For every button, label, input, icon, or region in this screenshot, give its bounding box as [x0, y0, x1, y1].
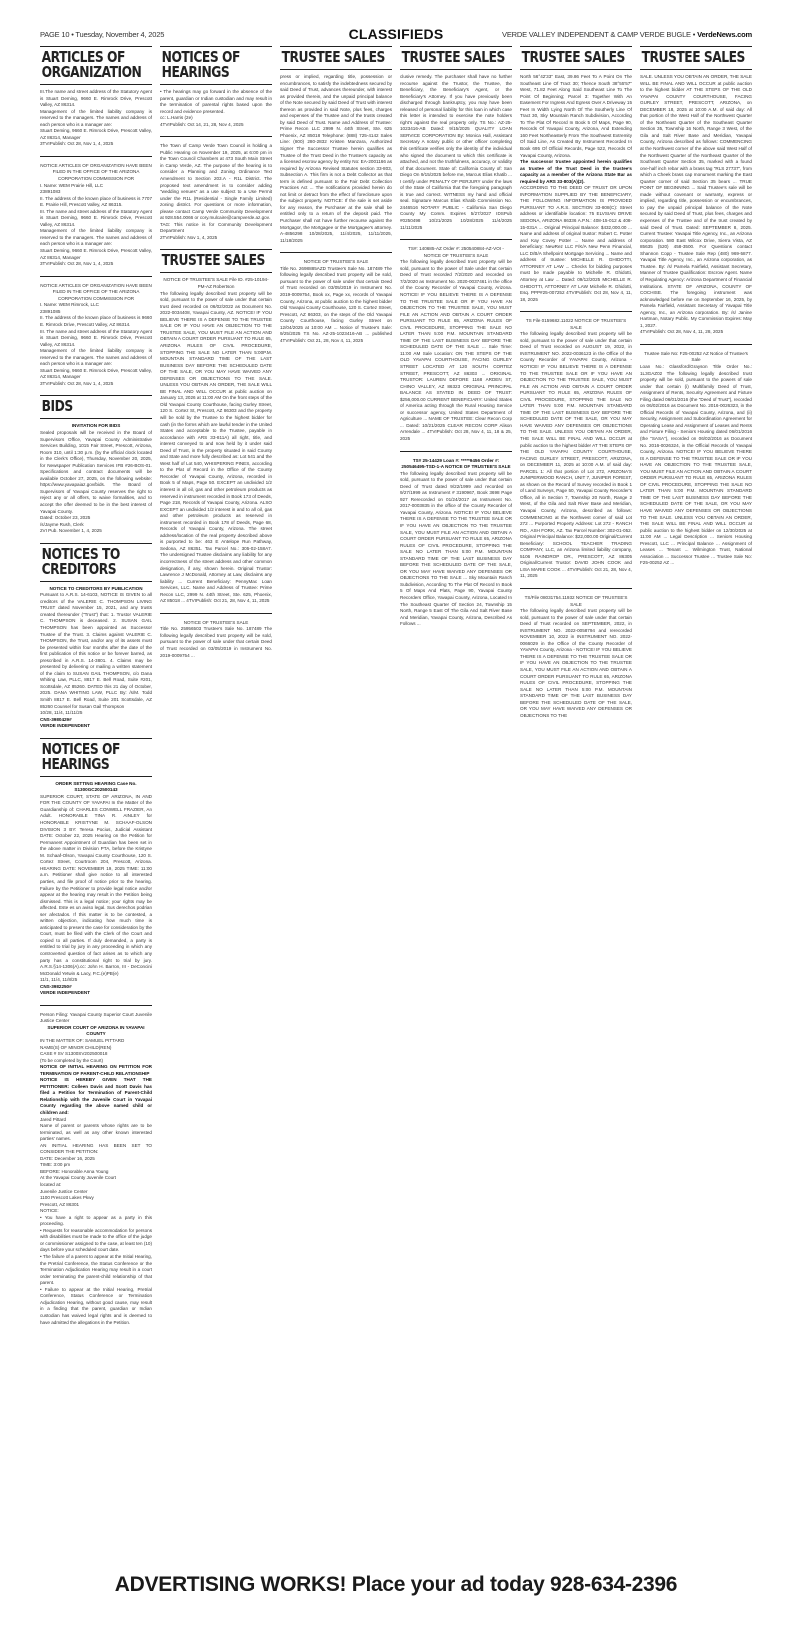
notice-trustee-continued [640, 74, 752, 336]
notice-title: TS/File 08031754.11932 NOTICE OF TRUSTEE'S SALE [524, 595, 628, 607]
notice-text: The following legally described trust property will be sold, pursuant to the power of sale under that certain Deed of Trust dated 9/22/1999 and recorded on 9/27/1999 as Instrument # 3190967, Book 3698 Page 927 Rerecorded on 01/24/2017 as Instrument No. 2017-0003835 in the office of the County Recorder of Yavapai County, Arizona. NOTICE! IF YOU BELIEVE THERE IS A DEFENSE TO THE TRUSTEE SALE OR IF YOU HAVE AN OBJECTION TO THE TRUSTEE SALE, YOU MUST FILE AN ACTION AND OBTAIN A COURT ORDER PURSUANT TO RULE 65, ARIZONA RULES OF CIVIL PROCEDURE, STOPPING THE SALE NO LATER THAN 5:00 P.M. MOUNTAIN STANDARD TIME OF THE LAST BUSINESS DAY BEFORE THE SCHEDULED DATE OF THE SALE, OR YOU MAY HAVE WAIVED ANY DEFENSES OR OBJECTIONS TO THE SALE ... Sky Mountain Ranch Subdivision, According To The Plat Of Record In Book 5 Of Maps And Plats, Page 90, Yavapai County Recorders Office, Yavapai County, Arizona, Located In The Southeast Quarter Of Section 24, Township 15 North, Range 5 East Of The Gila And Salt River Base And Meridian, Yavapai County, Arizona, Described As Follows ... [400, 470, 512, 627]
notice-trustee-sale [640, 351, 752, 567]
notice-trustee-sale [160, 620, 272, 659]
notice-text: SALE. UNLESS YOU OBTAIN AN ORDER, THE SALE WILL BE FINAL AND WILL OCCUR at public auction to the highest bidder AT THE STEPS OF THE OLD YAVAPAI COUNTY COURTHOUSE, FACING GURLEY STREET, PRESCOTT, ARIZONA, on DECEMBER 18, 2025 at 10:00 A.M. of said day: All that portion of the West Half of the Northwest Quarter of the Northeast Quarter of the Southeast Quarter Section 35, Township 16 North, Range 3 West, of the Gila and Salt River Base and Meridian, Yavapai County, Arizona described as follows: COMMENCING at the Northwest corner of the above said West Half of the Northwest Quarter of the Northeast Quarter of the Southeast Quarter Section 35, marked with a found one-half inch rebar with a brass tag "RLS 27737", from which a Cheek brass cap monument marking the East Quarter corner of said Section 35 bears ... TRUE POINT OF BEGINNING ... Said Trustee's sale will be made without covenant or warranty, express or implied, regarding title, possession or encumbrances, to pay the unpaid principal balance of the Note secured by said Deed of Trust, plus fees, charges and expenses of the Trustee and of the trust created by said Deed of Trust. Dated: SEPTEMBER 8, 2025. Current Trustee: Yavapai Title Agency, Inc., an Arizona corporation. 580 East Wilcox Drive, Sierra Vista, AZ 85635 (520) 458-3500. For Questions contact Shannon Copp - Trustee Sale Rep (480) 969-5877. Yavapai Title Agency, Inc., an Arizona corporation, as Trustee. By: /s/ Pamela Fairfield, Assistant Secretary, Manner of Trustee Qualification: Escrow Agent. Name of Regulating Agency: Arizona Department of Financial Institutions. STATE OF ARIZONA, COUNTY OF COCHISE. The foregoing instrument was acknowledged before me on September 16, 2025, by Pamela Fairfield, Assistant Secretary of Yavapai Title Agency, Inc., an Arizona corporation. By: /s/ Janine Hartman, Notary Public. My Commission Expires: May 1, 2027. [640, 74, 752, 328]
notice-title: NOTICE ARTICLES OF ORGANIZATION HAVE BEEN FILED IN THE OFFICE OF THE ARIZONA CORPORATION COMMISSION FOR [40, 282, 152, 301]
divider [520, 311, 632, 312]
divider [40, 156, 152, 157]
divider [160, 136, 272, 137]
notice-title: TS#: 140685-AZ Order #: 250540884-AZ-VOI - NOTICE OF TRUSTEE'S SALE [408, 246, 504, 258]
notice-articles-1 [40, 89, 152, 148]
notice-text: • The failure of a parent to appear at the Initial Hearing, the Pretrial Conference, the Status Conference or the Termination Adjudication Hearing may result in a court order terminating the parent-child relationship of that parent. [40, 1254, 152, 1286]
notice-hearing-termination [40, 1012, 152, 1326]
notice-text: Title No. 2698885AZD Trustee's Sale No. 187489 The following legally described trust property will be sold, pursuant to the power of sale under that certain Deed of Trust recorded on 03/05/2019 in Instrument No. 2019-0009754, Book xx, Page xx, records of Yavapai County, Arizona, at public auction to the highest bidder Old Yavapai County Courthouse, 120 S. Cortez Street, Prescott, AZ 86303, on the steps of the Old Yavapai County Courthouse, facing Gurley Street on 12/04/2025 at 10:00 AM ... Notice of Trustee's Sale: 9/25/2025 TS No. AZ-25-1023416-AB ... published 4TVIPublish: Oct 21, 28, Nov 4, 11, 2025 [280, 265, 392, 343]
notice-text: North 56°42'33" East, 39.86 Feet To A Point On The Southeast Line Of Tract 30; Thence South 38°55'57" West, 71.82 Feet Along Said Southeast Line To The Point Of Beginning; Parcel 3: Together With An Easement For Ingress And Egress Over A Driveway 15 Feet In Width Lying North Of The Southerly Line Of Tract 30, Sky Mountain Ranch Subdivision, According To The Plat Of Record In Book 5 Of Maps, Page 90, Records Of Yavapai County, Arizona, And Extending 160 Feet Northeasterly From The Southwest Extremity Of Said Line, As Created By Instrument Recorded In Book 695 Of Official Records, Page 522, Records Of Yavapai County, Arizona. [520, 74, 632, 158]
notice-trustee-sale [400, 246, 512, 442]
divider [520, 588, 632, 589]
notice-text: The following legally described trust property will be sold, pursuant to the power of Sale under that certain Deed of Trust recorded 7/2/2020 and recorded on 7/2/2020 as Instrument No. 2020-0037461 in the office of the County Recorder of Yavapai County, Arizona. NOTICE! IF YOU BELIEVE THERE IS A DEFENSE TO THE TRUSTEE SALE OR IF YOU HAVE AN OBJECTION TO THE TRUSTEE SALE, YOU MUST FILE AN ACTION AND OBTAIN A COURT ORDER PURSUANT TO RULE 65, ARIZONA RULES OF CIVIL PROCEDURE, STOPPING THE SALE NO LATER THAN 5:00 P.M. MOUNTAIN STANDARD TIME OF THE LAST BUSINESS DAY BEFORE THE SCHEDULED DATE OF THE SALE ... Sale Time: 11:00 AM Sale Location: ON THE STEPS OF THE OLD YAVAPAI COURTHOUSE, FACING GURLEY STREET LOCATED AT 120 SOUTH CORTEZ STREET, PRESCOTT, AZ 86303 ... ORIGINAL TRUSTOR: LAUREN DEFORE 1168 ARDEN ST, CHINO VALLEY, AZ 86323 ORIGINAL PRINCIPAL BALANCE AS STATED IN DEED OF TRUST: $256,000.00 CURRENT BENEFICIARY: United States of America acting through the Rural Housing Service or successor agency, United States Department of Agriculture ... NAME OF TRUSTEE: Clear Recon Corp ... Dated: 10/21/2025 CLEAR RECON CORP Alison Arrendale ... 4TVIPublish: Oct 28, Nov 4, 11, 18 & 25, 2025 [400, 259, 512, 441]
notice-text: press or implied, regarding title, possession or encumbrances, to satisfy the indebtedness secured by said Deed of Trust, advances thereunder, with interest as provided therein, and the unpaid principal balance of the Note secured by said Deed of Trust with interest thereon as provided in said Note, plus fees, charges and expenses of the Trustee and of the trusts created by said Deed of Trust. Name and Address of Trustee: Prime Recon LLC 2999 N. 44th Street, Ste. 625 Phoenix, AZ 85018 Telephone: (888) 725-4142 Sales Line: (800) 280-2832 Kristen Manzara, Authorized Signer The Successor Trustee herein qualifies as Trustee of the Trust Deed in the Trustee's capacity as a licensed escrow agency by entity No: EA-2001166 as required by Arizona Revised Statutes section 33-803, Subsection A. This firm is not a Debt Collector as that term is defined pursuant to the Fair Debt Collection Practices Act ... The notifications provided herein do not limit or detract from the effect of foreclosure upon the subject property. NOTICE: If the sale is set aside for any reason, the Purchaser at the sale shall be entitled only to a return of the deposit paid. The Purchaser shall not have further recourse against the Mortgagor, the Mortgagee or the Mortgagee's attorney. A-4856298 10/28/2025, 11/4/2025, 11/11/2025, 11/18/2025 [280, 74, 392, 243]
publish-dates: 2TVIPublish: Nov 1, 4, 2025 [160, 234, 218, 240]
notice-trustee-sale [280, 259, 392, 344]
notice-bids [40, 423, 152, 534]
notice-text: • You have a right to appear as a party in this proceeding. [40, 1214, 152, 1227]
notice-text: At the Yavapai County Juvenile Court [40, 1175, 116, 1181]
notice-text: Name of parent or parents whose rights are to be terminated, as well as any other known interested parties' names. [40, 1123, 152, 1142]
notice-text: CASE # SV S1300SV202500018 [40, 1051, 108, 1057]
advertising-banner: ADVERTISING WORKS! Place your ad today 928-634-2396 [114, 1573, 678, 1596]
notice-text: II. The address of the known place of business is 9660 E. Rimrock Drive, Prescott Valley, AZ 86314. [40, 315, 152, 327]
publication-name: VERDE INDEPENDENT [40, 723, 91, 729]
notice-text: SUPERIOR COURT, STATE OF ARIZONA, IN AND FOR THE COUNTY OF YAVAPAI In the Matter of the Guardianship of: CHARLES CONWELL FRAZIER, An Adult. HONORABLE TINA R. AINLEY for HONORABLE KRISTYNE M. SCHAAF-OLSON DIVISION 3 BY: Teresa Pocius, Judicial Assistant DATE: October 22, 2025 Hearing on the Petition for Permanent Appointment of Guardian has been set in the above matter in Division PTA, before the Kristyne M. Schaaf-Olson, Yavapai County Courthouse, 120 S. Cortez Street, Courtroom 204, Prescott, Arizona. HEARING DATE: NOVEMBER 19, 2025 TIME: 11:00 a.m. Petitioner shall give notice to all interested parties, and file proof of notice prior to the hearing. Failure by the Petitioner to provide legal notice and/or appear at the hearing may result in the Petition being dismissed. This is a legal notice; your rights may be affected. Este es un aviso legal. Sus derechos podrian ser afectados. If this matter is to be contested, a written objection, indicating how much time is anticipated to present the case for consideration by the Court, must be filed with the Clerk of the Court and copied to all parties. If duly demanded, a party is entitled to trial by jury in any proceeding in which any controverted question of fact arises as to which any party has a constitutional right to trial by jury. A.R.S.§14-1306(A).cc: John H. Barron, III - DeConcini McDonald Yetwin & Lacy, P.C.(e)PB(e) [40, 793, 152, 976]
notice-title: NOTICE ARTICLES OF ORGANIZATION HAVE BEEN FILED IN THE OFFICE OF THE ARIZONA CORPORATION COMMISSION FOR [40, 162, 152, 182]
notice-articles-2 [40, 163, 152, 268]
notice-title: NOTICE OF TRUSTEE'S SALE [183, 619, 249, 625]
notice-text: The following legally described trust property will be sold, pursuant to the power of sale under that certain Deed of Trust recorded on AUGUST 19, 2022, in INSTRUMENT NO. 2022-0036123 in the Office of the County Recorder of YAVAPAI County, Arizona - NOTICE! IF YOU BELIEVE THERE IS A DEFENSE TO THE TRUSTEE SALE OR IF YOU HAVE AN OBJECTION TO THE TRUSTEE SALE, YOU MUST FILE AN ACTION AND OBTAIN A COURT ORDER PURSUANT TO RULE 65, ARIZONA RULES OF CIVIL PROCEDURE, STOPPING THE SALE NO LATER THAN 5:00 P.M. MOUNTAIN STANDARD TIME OF THE LAST BUSINESS DAY BEFORE THE SCHEDULED DATE OF THE SALE, OR YOU MAY HAVE WAIVED ANY DEFENSES OR OBJECTIONS TO THE SALE. UNLESS YOU OBTAIN AN ORDER, THE SALE WILL BE FINAL AND WILL OCCUR at public auction to the highest bidder AT THE STEPS OF THE OLD YAVAPAI COUNTY COURTHOUSE, FACING GURLEY STREET, PRESCOTT, ARIZONA, on DECEMBER 11, 2025 at 10:00 A.M. of said day: PARCEL 1: All that portion of Lot 272, ARIZONA'S JUNIPERWOOD RANCH, UNIT 7, JUNIPER FOREST, as shown on the Record of Survey recorded in Book 1 of Land Surveys, Page 50, Yavapai County Recorder's Office, all in Section 7, Township 20 North, Range 2 West, of the Gila and Salt River Base and Meridian, Yavapai County, Arizona, described as follows: COMMENCING at the Northwest corner of said Lot 272 ... Purported Property Address: Lot 272 - RANCH RD., ASH FORK, AZ. Tax Parcel Number: 302-01-052. Original Principal Balance: $22,000.00 Original/Current Beneficiary: SCHOOL TEACHER TRADING COMPANY, LLC, an Arizona limited liability company, 5106 RAINDROP DR., PRESCOTT, AZ 86305 Original/Current Trustor: DAVID JOHN COOK and LISA MARIE COOK ... 4TVIPublish: Oct 21, 28, Nov 4, 11, 2025 [520, 331, 632, 579]
section-title: CLASSIFIEDS [348, 26, 444, 42]
notice-text: NOTICE IS HEREBY GIVEN THAT THE PETITIONER: Colleen Davis and Scott Davis has filed a Petition for Termination of Parent-Child Relationship with the Juvenile Court in Yavapai County regarding the above named child or children and: [40, 1077, 152, 1115]
notice-text: I. Name: WEM Prairie Hill, LLC [40, 182, 104, 188]
notice-text: • The hearings may go forward in the absence of the parent, guardian or Indian custodian and may result in the termination of parental rights based upon the record and evidence presented. [160, 89, 272, 114]
notice-title: NOTICE TO CREDITORS BY PUBLICATION [49, 585, 143, 591]
notice-trustee-continued [520, 74, 632, 303]
notice-text: ACCORDING TO THE DEED OF TRUST OR UPON INFORMATION SUPPLIED BY THE BENEFICIARY, THE FOLLOWING INFORMATION IS PROVIDED PURSUANT TO A.R.S. SECTION 33-808(C): Street address or identifiable location: 75 ELVSIAN DRIVE SEDONA, ARIZONA 86336 A.P.N.: 408-15-012 & 408-15-031A ... Original Principal Balance: $432,000.00 ... Name and address of original trustor: Robert C. Potter and Kay Covey Potter ... Name and address of beneficiary: NewRez LLC F/K/A New Penn Financial, LLC D/B/A Shellpoint Mortgage Servicing ... Name and address of trustee: MICHELLE R. GHIDOTTI, ATTORNEY AT LAW ... Checks for bidding purposes must be made payable to Michelle R. Ghidotti, Attorney at Law ... Dated: 09/12/2025 MICHELLE R. GHIDOTTI, ATTORNEY AT LAW Michelle R. Ghidotti, Esq. PPP#25-007252 4TVIPublish: Oct 28, Nov 4, 11, 18, 2025 [520, 185, 632, 302]
notice-title: TS# 25-14429 Loan #: *****9456 Order #: 250546495-TSD-1-A NOTICE OF TRUSTEE'S SALE [401, 457, 511, 470]
notice-title: NOTICE OF TRUSTEE'S SALE File ID. #25-10194-PM-AZ Robertson [163, 277, 269, 290]
notice-text: DATE: December 16, 2025 [40, 1155, 95, 1161]
notice-text: Management of the limited liability company is reserved to the managers. The names and address of each person who is a manager are: [40, 228, 152, 247]
publish-dates: 11/1, 11/4, 11/8/25 [40, 977, 78, 983]
divider [40, 276, 152, 277]
notice-text: TAG: This notice is for Community Development Department [160, 221, 272, 234]
notice-text: Management of the limited liability company is reserved to the managers. The names and address of each person who is a manager are: [40, 348, 152, 367]
section-header-trustee: TRUSTEE SALES [280, 46, 392, 70]
divider [400, 239, 512, 240]
notice-text: III. The name and street address of the Statutory Agent is Stuart Deming, 9660 E. Rimrock Drive, Prescott Valley, AZ 86314. [40, 328, 152, 347]
classified-columns [40, 46, 752, 1566]
section-header-hearings: NOTICES OF HEARINGS [40, 738, 152, 777]
column-5 [520, 46, 632, 1566]
notice-text: Juvenile Justice Center [40, 1188, 88, 1194]
notice-trustee-continued [400, 74, 512, 231]
notice-text: cc: L.Harris (2e) [160, 115, 193, 121]
notice-text: Stuart Deming, 9660 E. Rimrock Drive, Prescott Valley, AZ 86314, Manager [40, 128, 152, 140]
notice-text: 1100 Prescott Lakes Pkwy [40, 1195, 94, 1201]
notice-text: (To be completed by the Court) [40, 1057, 104, 1063]
notice-title: TS File 0159682.11022 NOTICE OF TRUSTEE'S SALE [525, 318, 627, 330]
notice-text: Sealed proposals will be received in the Board of Supervisors Office, Yavapai County Administrative Services Building, 1015 Fair Street, Prescott, Arizona, Room 310, until 1:30 p.m. (by the official clock located in the Clerk's Office), Thursday, November 20, 2025, for Newspaper Publication Services IFB #26-BOS-01. Specifications and contract documents will be available October 27, 2025, on the following website: https://www.yavapaiaz.gov/bids. The Board of Supervisors of Yavapai County reserves the right to reject any or all offers, to waive formalities, and to accept the offer deemed to be in the best interest of Yavapai County. [40, 429, 152, 514]
website-link[interactable]: VerdeNews.com [697, 30, 752, 39]
notice-text: NAME(S) OF MINOR CHILD(REN) [40, 1044, 112, 1050]
publish-dates: 4TVIPublish: Oct 28, Nov 4, 11, 28, 2025 [640, 329, 724, 335]
notice-text: 23891083 [40, 189, 61, 195]
notice-articles-3 [40, 283, 152, 388]
masthead [40, 26, 752, 42]
page-date: PAGE 10 • Tuesday, November 4, 2025 [40, 30, 165, 39]
notice-trustee-sale [400, 458, 512, 628]
notice-text: The following legally described trust property will be sold, pursuant to the power of sale under that certain trust deed recorded on 06/02/2022 as Document No. 2022-0034408, Yavapai County, AZ. NOTICE! IF YOU BELIEVE THERE IS A DEFENSE TO THE TRUSTEE SALE OR IF YOU HAVE AN OBJECTION TO THE TRUSTEE SALE, YOU MUST FILE AN ACTION AND OBTAIN A COURT ORDER PURSUANT TO RULE 65, ARIZONA RULES OF CIVIL PROCEDURE, STOPPING THE SALE NO LATER THAN 5:00P.M. MOUNTAIN STANDARD TIME OF THE LAST BUSINESS DAY BEFORE THE SCHEDULED DATE OF THE SALE, OR YOU MAY HAVE WAIVED ANY DEFENSES OR OBJECTIONS TO THE SALE. UNLESS YOU OBTAIN AN ORDER, THE SALE WILL BE FINAL AND WILL OCCUR at public auction on January 13, 2026 at 11:00 AM On the front steps of the Old Yavapai County Courthouse, facing Gurley Street, 120 S. Cortez St, Prescott, AZ 86303 and the property will be sold by the Trustee to the highest bidder for cash (in the forms which are lawful tender in the United States and acceptable to the Trustee, payable in accordance with ARS 33-811A) all right, title, and interest conveyed to and now held by it under said Deed of Trust, in the property situated in said County and State and more fully described as: Lot 541 and the West half of Lot 540, WHISPERING PINES, according to the Plat of Record in the Office of the County Recorder of Yavapai County, Arizona, recorded in Book 5 of Maps, Page 50. EXCEPT an undivided 1/2 interest in all oil, gas and other petroleum products as reserved in instrument recorded in Book 173 of Deeds, Page 218, Records of Yavapai County, Arizona. ALSO EXCEPT an undivided 1/2 interest in and to all oil, gas and other petroleum products as reserved in instrument recorded in Book 178 of Deeds, Page 68, Records of Yavapai County, Arizona. The street address/location of the real property described above is purported to be: 463 E Antelope Run Pathway, Sedona, AZ 86351. Tax Parcel No.: 305-02-158A7. The undersigned Trustee disclaims any liability for any incorrectness of the street address and other common designation, if any, shown herein. Original Trustor: Lawrence J McDonald, Attorney at Law, disclaims any liability ... Current Beneficiary: PennyMac Loan Services, LLC. Name and Address of Trustee: Prime Recon LLC, 2999 N. 44th Street, Ste. 625, Phoenix, AZ 85018 ... 4TVIPublish: Oct 21, 28, Nov 4, 11, 2025 [160, 290, 272, 604]
notice-id: CNS-3982250# [40, 983, 72, 989]
column-3 [280, 46, 392, 1566]
notice-creditors [40, 586, 152, 730]
notice-text: NOTICE OF INITIAL HEARING ON PETITION FOR TERMINATION OF PARENT-CHILD RELATIONSHIP [40, 1064, 152, 1076]
publish-dates: 3TVIPublish: Oct 28, Nov 1, 4, 2025 [40, 380, 114, 386]
publish-dates: 3TVIPublish: Oct 28, Nov 1, 4, 2025 [40, 261, 114, 267]
notice-text: /s/Jayme Rush, Clerk [40, 521, 84, 527]
notice-title: Trustee Sale No: F25-00252 AZ Notice of Trustee's Sale [644, 350, 748, 363]
notice-trustee-continued [280, 74, 392, 244]
notice-text: IN THE MATTER OF: SAMUEL PITTARD [40, 1037, 125, 1043]
section-header-trustee: TRUSTEE SALES [160, 249, 272, 273]
publication-name: VERDE INDEPENDENT [40, 990, 91, 996]
notice-text: Dated: October 23, 2025 [40, 515, 91, 521]
notice-id: CNS-3980429# [40, 716, 72, 722]
notice-text: clusive remedy. The purchaser shall have no further recourse against the Trustor, the Trustee, the Beneficiary, the Beneficiary's Agent, or the Beneficiary's Attorney. If you have previously been discharged through bankruptcy, you may have been released of personal liability for this loan in which case this letter is intended to exercise the note holders right's against the real property only. TS No.: AZ-25-1023416-AB Dated: 9/15/2025 QUALITY LOAN SERVICE CORPORATION By: Monica Hall, Assistant Secretary A notary public or other officer completing this certificate verifies only the identity of the individual who signed the document to which this certificate is attached, and not the truthfulness, accuracy, or validity of that document. State of: California County of: San Diego On 9/15/2025 before me, Marcus Elias Khatib ... I certify under PENALTY OF PERJURY under the laws of the State of California that the foregoing paragraph is true and correct. WITNESS my hand and official seal. Signature Marcus Elias Khatib Commission No. 2446516 NOTARY PUBLIC - California San Diego County My Comm. Expires 5/27/2027 IDSPub #0250498 10/21/2025 10/28/2025 11/4/2025 11/11/2025 [400, 74, 512, 230]
notice-text: III.The name and street address of the Statutory Agent is Stuart Deming, 9660 E. Rimrock Drive, Prescott Valley, AZ 86314. [40, 89, 152, 108]
section-header-trustee: TRUSTEE SALES [400, 46, 512, 70]
notice-text: Prescott, AZ 86301 [40, 1201, 80, 1207]
notice-text: II. The address of the known place of business is 7707 E. Prairie Hill, Prescott Valley, AZ 86315. [40, 195, 152, 208]
notice-text: TIME: 3:00 pm [40, 1162, 71, 1168]
notice-text: • Requests for reasonable accommodation for persons with disabilities must be made to the office of the judge or commissioner assigned to the case, at least ten (10) days before your scheduled court date. [40, 1227, 152, 1253]
notice-text: The successor trustee appointed herein qualifies as trustee of the Trust Deed in the trustee's capacity as a member of the Arizona State Bar as required by ARS 33-803(A)(2). [520, 159, 632, 184]
section-header-trustee: TRUSTEE SALES [520, 46, 632, 70]
notice-text: AN INITIAL HEARING HAS BEEN SET TO CONSIDER THE PETITION: [40, 1142, 152, 1155]
notice-text: NOTICE: [40, 1208, 59, 1214]
notice-text: The following legally described trust property will be sold, pursuant to the power of sale under that certain Deed of Trust recorded on SEPTEMBER, 2022, in INSTRUMENT NO. 2022-0058794 and rerecorded NOVEMBER 10, 2022 in INSTRUMENT NO. 2022-0066029 in the Office of the County Recorder of YAVAPAI County, Arizona - NOTICE! IF YOU BELIEVE THERE IS A DEFENSE TO THE TRUSTEE SALE OR IF YOU HAVE AN OBJECTION TO THE TRUSTEE SALE, YOU MUST FILE AN ACTION AND OBTAIN A COURT ORDER PURSUANT TO RULE 65, ARIZONA RULES OF CIVIL PROCEDURE, STOPPING THE SALE NO LATER THAN 5:00 P.M. MOUNTAIN STANDARD TIME OF THE LAST BUSINESS DAY BEFORE THE SCHEDULED DATE OF THE SALE, OR YOU MAY HAVE WAIVED ANY DEFENSES OR OBJECTIONS TO THE [520, 608, 632, 718]
divider [640, 344, 752, 345]
section-header-articles: ARTICLES OF ORGANIZATION [40, 46, 152, 85]
notice-title: NOTICE OF TRUSTEE'S SALE [303, 259, 369, 265]
notice-text: Stuart Deming, 9660 E. Rimrock Drive, Prescott Valley, AZ 86314, Manager [40, 367, 152, 380]
notice-title: SUPERIOR COURT OF ARIZONA IN YAVAPAI COUNTY [47, 1024, 145, 1037]
publish-dates: 4TVIPublish: Oct 14, 21, 28, Nov 4, 2025 [160, 121, 244, 127]
section-header-hearings: NOTICES OF HEARINGS [160, 46, 272, 85]
notice-text: Stuart Deming, 9660 E. Rimrock Drive, Prescott Valley, AZ 86314, Manager [40, 248, 152, 260]
divider [160, 613, 272, 614]
notice-text: I. Name: WEM Rimrock, LLC [40, 302, 99, 308]
notice-trustee-sale [160, 277, 272, 604]
publication-name [502, 30, 752, 39]
notice-text: Loan No.: Glassford/Grayson Title Order No.: 1L3GAZ02 The following legally described trust property will be sold, pursuant to the powers of sale under that certain (i) Multifamily Deed of Trust, Assignment of Rents, Security Agreement and Fixture Filing dated 06/01/2016 (the "Deed of Trust"), recorded on 06/02/2016 as Document No. 2016-0026323, in the Official Records of Yavapai County, Arizona, and (ii) Security, Assignment and Subordination Agreement for Operating Lease and Assignment of Leases and Rents and Fixture Filing - Seniors Housing dated 06/01/2016 (the "SASA"), recorded on 06/02/2016 as Document No. 2016-0026324, in the Official Records of Yavapai County, Arizona. NOTICE! IF YOU BELIEVE THERE IS A DEFENSE TO THE TRUSTEE SALE OR IF YOU HAVE AN OBJECTION TO THE TRUSTEE SALE, YOU MUST FILE AN ACTION AND OBTAIN A COURT ORDER PURSUANT TO RULE 65, ARIZONA RULES OF CIVIL PROCEDURE, STOPPING THE SALE NO LATER THAN 5:00 P.M. MOUNTAIN STANDARD TIME OF THE LAST BUSINESS DAY BEFORE THE SCHEDULED DATE OF THE SALE, OR YOU MAY HAVE WAIVED ANY DEFENSES OR OBJECTIONS TO THE SALE. UNLESS YOU OBTAIN AN ORDER, THE SALE WILL BE FINAL AND WILL OCCUR at public auction to the highest bidder on 12/30/2025 at 11:00 AM ... Legal Description ... Seniors Housing Prescott, LLC ... Principal Balance ... Assignment of Leases ... Tenant ... Wilmington Trust, National Association ... Successor Trustee ... Trustee Sale No: F25-00252 AZ ... [640, 363, 752, 566]
notice-text: Person Filing: Yavapai County Superior Court Juvenile Justice Center [40, 1011, 152, 1024]
column-2 [160, 46, 272, 1566]
notice-text: Title No. 25956503 Trustee's Sale No. 187489 The following legally described trust property will be sold, pursuant to the power of sale under that certain Deed of Trust recorded on 03/05/2019 in Instrument No. 2019-0009754 ... [160, 626, 272, 658]
notice-text: Jared Pittard [40, 1116, 67, 1122]
section-header-creditors: NOTICES TO CREDITORS [40, 543, 152, 582]
notice-text: 23891085 [40, 308, 61, 314]
notice-text: • Failure to appear at the Initial Hearing, Pretrial Conference, Status Conference or Termination Adjudication Hearing, without good cause, may result in a finding that the parent, guardian or Indian custodian has waived legal rights and is deemed to have admitted the allegations in the Petition. [40, 1286, 152, 1325]
notice-hearing-continued [160, 89, 272, 128]
divider [280, 252, 392, 253]
notice-title: ORDER SETTING HEARING Case No. S1300GC202500143 [55, 780, 137, 793]
column-1 [40, 46, 152, 1566]
column-6 [640, 46, 752, 1566]
section-header-trustee: TRUSTEE SALES [640, 46, 752, 70]
divider [400, 451, 512, 452]
publication-label: VERDE VALLEY INDEPENDENT & CAMP VERDE BUGLE • [502, 30, 698, 39]
publish-dates: 2VI Pub. November 1, 4, 2025 [40, 528, 102, 534]
notice-hearing-guardianship [40, 781, 152, 997]
notice-trustee-sale [520, 595, 632, 719]
notice-text: located at: [40, 1182, 62, 1188]
notice-town-hearing [160, 143, 272, 241]
divider [40, 1005, 152, 1006]
publish-dates: 10/28, 11/4, 11/11/25 [40, 710, 83, 716]
notice-text: BEFORE: Honorable Anna Young [40, 1168, 109, 1174]
notice-trustee-sale [520, 318, 632, 580]
column-4 [400, 46, 512, 1566]
notice-text: The Town of Camp Verde Town Council is holding a Public Hearing on November 19, 2025, at 6:00 pm in the Town Council Chambers at 473 South Main Street in Camp Verde, AZ. The purpose of the hearing is to consider a Planning and Zoning Ordinance Text Amendment to Section 203.A - R1L District. The proposed text amendment is to consider adding "wedding venues" as a use subject to a Use Permit under the R1L (Residential - Single Family Limited) zoning district. For questions or more information, please contact Camp Verde Community Development at 928.554.0066 or cory.mulcaire@campverde.az.gov. [160, 143, 272, 221]
publish-dates: 3TVIPublish: Oct 28, Nov 1, 4, 2025 [40, 141, 114, 147]
notice-title: INVITATION FOR BIDS [71, 423, 121, 429]
notice-text: III. The name and street address of the Statutory Agent is Stuart Deming, 9660 E. Rimrock Drive, Prescott Valley, AZ 86314. [40, 208, 152, 227]
notice-text: Management of the limited liability company is reserved to the managers. The names and address of each person who is a manager are: [40, 108, 152, 127]
notice-text: Pursuant to A.R.S. 14-6103, NOTICE IS GIVEN to all creditors of the VALERIE C. THOMPSON LIVING TRUST dated November 15, 2021, and any trusts created thereunder ("Trust") that: 1. Trustor VALERIE C. THOMPSON is deceased. 2. SUSAN GAIL THOMPSON has been appointed as Successor Trustee of the Trust. 3. Claims against VALERIE C. THOMPSON, the Trust, and/or any of its assets must be presented within four months after the date of the first publication of this notice or be forever barred, as prescribed in A.R.S. 14-3801. 4. Claims may be presented by delivering or mailing a written statement of the claim to SUSAN GAIL THOMPSON, c/o Dana Whiting Law, PLLC, 8817 E. Bell Road, Suite #201, Scottsdale, AZ 85260. DATED this 21 day of October, 2025. DANA WHITING LAW, PLLC By: /s/M. Todd Smith 8817 E. Bell Road, Suite 201 Scottsdale, AZ 85260 Counsel for Susan Gail Thompson [40, 592, 152, 709]
section-header-bids: BIDS [40, 395, 152, 419]
